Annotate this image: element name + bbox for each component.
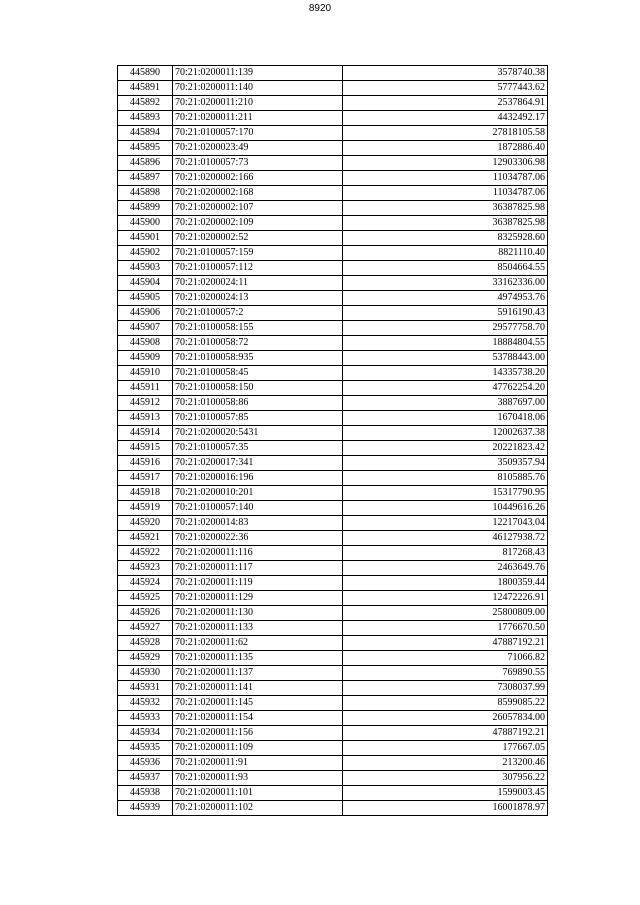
cadastral-value-cell: 36387825.98 [343, 216, 548, 231]
cadastral-value-cell: 3578740.38 [343, 66, 548, 81]
row-number-cell: 445895 [118, 141, 173, 156]
cadastral-number-cell: 70:21:0100057:73 [173, 156, 343, 171]
cadastral-number-cell: 70:21:0100057:170 [173, 126, 343, 141]
table-row [118, 471, 548, 486]
table-row [118, 231, 548, 246]
table-row [118, 126, 548, 141]
cadastral-number-cell: 70:21:0200011:119 [173, 576, 343, 591]
cadastral-value-cell: 47762254.20 [343, 381, 548, 396]
table-row [118, 66, 548, 81]
cadastral-number-cell: 70:21:0200011:129 [173, 591, 343, 606]
row-number-cell: 445896 [118, 156, 173, 171]
table-row [118, 726, 548, 741]
cadastral-number-cell: 70:21:0200010:201 [173, 486, 343, 501]
cadastral-value-cell: 1599003.45 [343, 786, 548, 801]
cadastral-value-cell: 15317790.95 [343, 486, 548, 501]
cadastral-value-cell: 1800359.44 [343, 576, 548, 591]
cadastral-number-cell: 70:21:0100057:159 [173, 246, 343, 261]
row-number-cell: 445933 [118, 711, 173, 726]
table-row [118, 711, 548, 726]
cadastral-number-cell: 70:21:0200011:102 [173, 801, 343, 816]
cadastral-number-cell: 70:21:0100058:155 [173, 321, 343, 336]
table-row [118, 381, 548, 396]
cadastral-number-cell: 70:21:0100057:140 [173, 501, 343, 516]
table-row [118, 606, 548, 621]
table-row [118, 576, 548, 591]
table-row [118, 666, 548, 681]
table-row [118, 696, 548, 711]
table-row [118, 216, 548, 231]
table-row [118, 426, 548, 441]
table-row [118, 351, 548, 366]
row-number-cell: 445939 [118, 801, 173, 816]
cadastral-number-cell: 70:21:0200011:91 [173, 756, 343, 771]
cadastral-value-cell: 8504664.55 [343, 261, 548, 276]
cadastral-number-cell: 70:21:0200011:101 [173, 786, 343, 801]
row-number-cell: 445934 [118, 726, 173, 741]
cadastral-number-cell: 70:21:0200011:211 [173, 111, 343, 126]
cadastral-value-cell: 14335738.20 [343, 366, 548, 381]
cadastral-number-cell: 70:21:0200011:133 [173, 621, 343, 636]
row-number-cell: 445890 [118, 66, 173, 81]
table-row [118, 441, 548, 456]
row-number-cell: 445925 [118, 591, 173, 606]
row-number-cell: 445901 [118, 231, 173, 246]
cadastral-value-cell: 769890.55 [343, 666, 548, 681]
cadastral-number-cell: 70:21:0200011:139 [173, 66, 343, 81]
cadastral-number-cell: 70:21:0100058:935 [173, 351, 343, 366]
cadastral-value-cell: 5777443.62 [343, 81, 548, 96]
cadastral-value-cell: 71066.82 [343, 651, 548, 666]
cadastral-number-cell: 70:21:0200011:135 [173, 651, 343, 666]
table-row [118, 396, 548, 411]
cadastral-number-cell: 70:21:0200022:36 [173, 531, 343, 546]
table-row [118, 621, 548, 636]
cadastral-number-cell: 70:21:0200011:117 [173, 561, 343, 576]
cadastral-number-cell: 70:21:0200016:196 [173, 471, 343, 486]
cadastral-value-cell: 3509357.94 [343, 456, 548, 471]
table-row [118, 636, 548, 651]
cadastral-number-cell: 70:21:0200011:116 [173, 546, 343, 561]
cadastral-number-cell: 70:21:0100057:35 [173, 441, 343, 456]
cadastral-number-cell: 70:21:0100058:72 [173, 336, 343, 351]
table-row [118, 81, 548, 96]
table-row [118, 306, 548, 321]
row-number-cell: 445911 [118, 381, 173, 396]
row-number-cell: 445931 [118, 681, 173, 696]
table-row [118, 771, 548, 786]
row-number-cell: 445938 [118, 786, 173, 801]
cadastral-number-cell: 70:21:0200011:141 [173, 681, 343, 696]
table-row [118, 456, 548, 471]
cadastral-value-cell: 4432492.17 [343, 111, 548, 126]
cadastral-value-cell: 1776670.50 [343, 621, 548, 636]
cadastral-value-cell: 8599085.22 [343, 696, 548, 711]
cadastral-number-cell: 70:21:0200011:145 [173, 696, 343, 711]
table-row [118, 546, 548, 561]
cadastral-number-cell: 70:21:0200011:109 [173, 741, 343, 756]
cadastral-value-cell: 10449616.26 [343, 501, 548, 516]
row-number-cell: 445929 [118, 651, 173, 666]
row-number-cell: 445910 [118, 366, 173, 381]
table-row [118, 741, 548, 756]
cadastral-value-cell: 36387825.98 [343, 201, 548, 216]
cadastral-value-cell: 8105885.76 [343, 471, 548, 486]
cadastral-number-cell: 70:21:0100057:112 [173, 261, 343, 276]
row-number-cell: 445902 [118, 246, 173, 261]
cadastral-number-cell: 70:21:0100057:85 [173, 411, 343, 426]
row-number-cell: 445891 [118, 81, 173, 96]
cadastral-value-table [117, 65, 548, 816]
table-row [118, 531, 548, 546]
row-number-cell: 445924 [118, 576, 173, 591]
cadastral-value-cell: 12472226.91 [343, 591, 548, 606]
row-number-cell: 445917 [118, 471, 173, 486]
row-number-cell: 445905 [118, 291, 173, 306]
table-row [118, 141, 548, 156]
cadastral-number-cell: 70:21:0100057:2 [173, 306, 343, 321]
cadastral-number-cell: 70:21:0100058:45 [173, 366, 343, 381]
table-row [118, 501, 548, 516]
row-number-cell: 445914 [118, 426, 173, 441]
row-number-cell: 445904 [118, 276, 173, 291]
table-row [118, 561, 548, 576]
cadastral-number-cell: 70:21:0200024:13 [173, 291, 343, 306]
cadastral-value-cell: 307956.22 [343, 771, 548, 786]
cadastral-value-cell: 2537864.91 [343, 96, 548, 111]
cadastral-number-cell: 70:21:0200011:62 [173, 636, 343, 651]
cadastral-number-cell: 70:21:0200011:156 [173, 726, 343, 741]
row-number-cell: 445937 [118, 771, 173, 786]
table-row [118, 201, 548, 216]
cadastral-value-cell: 12217043.04 [343, 516, 548, 531]
row-number-cell: 445916 [118, 456, 173, 471]
row-number-cell: 445926 [118, 606, 173, 621]
cadastral-number-cell: 70:21:0200002:52 [173, 231, 343, 246]
cadastral-value-cell: 11034787.06 [343, 171, 548, 186]
row-number-cell: 445927 [118, 621, 173, 636]
table-row [118, 246, 548, 261]
cadastral-number-cell: 70:21:0200011:140 [173, 81, 343, 96]
table-row [118, 111, 548, 126]
cadastral-number-cell: 70:21:0200011:130 [173, 606, 343, 621]
cadastral-value-cell: 817268.43 [343, 546, 548, 561]
cadastral-value-cell: 11034787.06 [343, 186, 548, 201]
cadastral-value-cell: 47887192.21 [343, 636, 548, 651]
cadastral-value-cell: 213200.46 [343, 756, 548, 771]
cadastral-value-cell: 53788443.00 [343, 351, 548, 366]
row-number-cell: 445918 [118, 486, 173, 501]
cadastral-value-cell: 5916190.43 [343, 306, 548, 321]
row-number-cell: 445928 [118, 636, 173, 651]
cadastral-number-cell: 70:21:0200002:109 [173, 216, 343, 231]
row-number-cell: 445919 [118, 501, 173, 516]
cadastral-number-cell: 70:21:0200011:210 [173, 96, 343, 111]
table-row [118, 756, 548, 771]
table-row [118, 681, 548, 696]
row-number-cell: 445922 [118, 546, 173, 561]
cadastral-value-cell: 46127938.72 [343, 531, 548, 546]
cadastral-number-cell: 70:21:0200011:137 [173, 666, 343, 681]
table-row [118, 366, 548, 381]
cadastral-value-cell: 27818105.58 [343, 126, 548, 141]
table-row [118, 276, 548, 291]
cadastral-value-cell: 7308037.99 [343, 681, 548, 696]
cadastral-number-cell: 70:21:0200002:166 [173, 171, 343, 186]
cadastral-number-cell: 70:21:0200014:83 [173, 516, 343, 531]
cadastral-number-cell: 70:21:0200002:107 [173, 201, 343, 216]
cadastral-value-cell: 20221823.42 [343, 441, 548, 456]
cadastral-number-cell: 70:21:0200020:5431 [173, 426, 343, 441]
cadastral-value-cell: 29577758.70 [343, 321, 548, 336]
cadastral-value-cell: 8325928.60 [343, 231, 548, 246]
table-row [118, 786, 548, 801]
table-row [118, 96, 548, 111]
table-row [118, 186, 548, 201]
cadastral-number-cell: 70:21:0200023:49 [173, 141, 343, 156]
table-row [118, 591, 548, 606]
row-number-cell: 445923 [118, 561, 173, 576]
row-number-cell: 445898 [118, 186, 173, 201]
cadastral-number-cell: 70:21:0100058:150 [173, 381, 343, 396]
row-number-cell: 445894 [118, 126, 173, 141]
page-number: 8920 [308, 3, 332, 14]
table-row [118, 651, 548, 666]
cadastral-number-cell: 70:21:0100058:86 [173, 396, 343, 411]
cadastral-number-cell: 70:21:0200011:154 [173, 711, 343, 726]
row-number-cell: 445930 [118, 666, 173, 681]
table-row [118, 411, 548, 426]
row-number-cell: 445920 [118, 516, 173, 531]
cadastral-value-cell: 8821110.40 [343, 246, 548, 261]
row-number-cell: 445909 [118, 351, 173, 366]
table-row [118, 321, 548, 336]
cadastral-value-cell: 4974953.76 [343, 291, 548, 306]
row-number-cell: 445932 [118, 696, 173, 711]
cadastral-value-cell: 33162336.00 [343, 276, 548, 291]
cadastral-value-cell: 177667.05 [343, 741, 548, 756]
table-row [118, 261, 548, 276]
table-row [118, 156, 548, 171]
row-number-cell: 445903 [118, 261, 173, 276]
table-row [118, 801, 548, 816]
row-number-cell: 445921 [118, 531, 173, 546]
row-number-cell: 445893 [118, 111, 173, 126]
table-row [118, 486, 548, 501]
cadastral-value-cell: 12903306.98 [343, 156, 548, 171]
cadastral-value-cell: 1670418.06 [343, 411, 548, 426]
table-row [118, 336, 548, 351]
table-row [118, 291, 548, 306]
cadastral-number-cell: 70:21:0200002:168 [173, 186, 343, 201]
row-number-cell: 445915 [118, 441, 173, 456]
table-row [118, 171, 548, 186]
row-number-cell: 445912 [118, 396, 173, 411]
cadastral-value-cell: 18884804.55 [343, 336, 548, 351]
row-number-cell: 445935 [118, 741, 173, 756]
table-row [118, 516, 548, 531]
row-number-cell: 445900 [118, 216, 173, 231]
cadastral-number-cell: 70:21:0200011:93 [173, 771, 343, 786]
row-number-cell: 445913 [118, 411, 173, 426]
cadastral-value-cell: 26057834.00 [343, 711, 548, 726]
cadastral-value-cell: 16001878.97 [343, 801, 548, 816]
row-number-cell: 445936 [118, 756, 173, 771]
table-body [118, 66, 548, 816]
cadastral-number-cell: 70:21:0200017:341 [173, 456, 343, 471]
row-number-cell: 445897 [118, 171, 173, 186]
cadastral-value-cell: 25800809.00 [343, 606, 548, 621]
row-number-cell: 445906 [118, 306, 173, 321]
cadastral-number-cell: 70:21:0200024:11 [173, 276, 343, 291]
cadastral-value-cell: 12002637.38 [343, 426, 548, 441]
row-number-cell: 445892 [118, 96, 173, 111]
row-number-cell: 445908 [118, 336, 173, 351]
cadastral-value-cell: 2463649.76 [343, 561, 548, 576]
row-number-cell: 445899 [118, 201, 173, 216]
cadastral-value-cell: 1872886.40 [343, 141, 548, 156]
cadastral-value-cell: 47887192.21 [343, 726, 548, 741]
cadastral-value-cell: 3887697.00 [343, 396, 548, 411]
row-number-cell: 445907 [118, 321, 173, 336]
